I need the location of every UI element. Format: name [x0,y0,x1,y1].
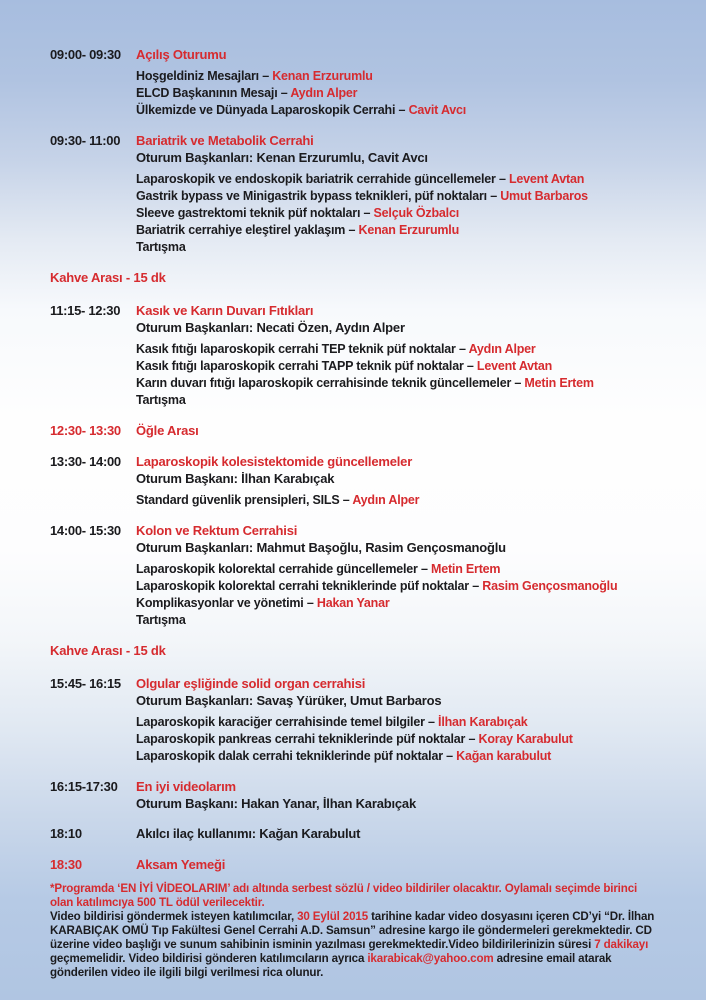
session-time: 09:30- 11:00 [50,133,121,148]
footer-text-segment: tarihine kadar video dosyasını içeren CD’yi “Dr. İlhan KARABIÇAK OMÜ Tıp Fakültesi Genel Cerrahi A.D. Samsun” adresine kargo ile göndermeleri gerekmektedir. CD üzerine video başlığı ve sunum sahibinin isminin yazılması gerekmektedir.Video bildirilerinizin süresi [50,910,655,951]
item-text: Laparoskopik ve endoskopik bariatrik cerrahide güncellemeler – [136,172,509,186]
item-speaker: Metin Ertem [431,562,501,576]
session-items [136,341,664,409]
item-text: Tartışma [136,393,186,407]
item-text: Kasık fıtığı laparoskopik cerrahi TEP teknik püf noktalar – [136,342,469,356]
session-title: Kolon ve Rektum Cerrahisi [136,523,298,538]
session-item [136,578,664,595]
session-time: 14:00- 15:30 [50,523,121,538]
item-speaker: Hakan Yanar [316,596,390,610]
item-text: ELCD Başkanının Mesajı – [136,86,291,100]
session-block [50,453,664,509]
session-item [136,731,664,748]
session-content [136,302,664,409]
session-item [136,492,664,509]
session-title: Bariatrik ve Metabolik Cerrahi [136,133,314,148]
item-speaker: Koray Karabulut [478,732,573,746]
item-speaker: Aydın Alper [290,86,358,100]
session-item [136,102,664,119]
row-label: Öğle Arası [136,423,199,438]
schedule-row [50,825,664,842]
item-text: Tartışma [136,613,186,627]
item-speaker: Kenan Erzurumlu [358,223,460,237]
item-text: Laparoskopik kolorektal cerrahide güncellemeler – [136,562,431,576]
session-content [136,522,664,629]
session-item [136,595,664,612]
session-item [136,612,664,629]
item-speaker: Levent Avtan [476,359,553,373]
session-item [136,392,664,409]
footer-text-segment: 7 dakikayı [594,938,649,951]
session-items [136,68,664,119]
footer-paragraph [50,882,662,910]
session-item [136,222,664,239]
session-item [136,341,664,358]
item-text: Sleeve gastrektomi teknik püf noktaları – [136,206,374,220]
footer-text-segment: adresine email atarak gönderilen video ile ilgili bilgi verilmesi rica olunur. [50,952,612,979]
item-text: Laparoskopik karaciğer cerrahisinde temel bilgiler – [136,715,439,729]
footer-text-segment: geçmemelidir. Video bildirisi gönderen katılımcıların ayrıca [50,952,368,965]
session-content [136,422,664,439]
footer-text-segment: Video bildirisi göndermek isteyen katılımcılar, [50,910,298,923]
session-content [136,856,664,873]
session-content [136,132,664,256]
session-item [136,85,664,102]
session-block [50,132,664,256]
item-speaker: Rasim Gençosmanoğlu [482,579,618,593]
session-items [136,561,664,629]
session-time: 18:30 [50,857,82,872]
session-content [136,46,664,119]
item-text: Karın duvarı fıtığı laparoskopik cerrahisinde teknik güncellemeler – [136,376,525,390]
session-content [136,675,664,765]
item-speaker: Aydın Alper [352,493,420,507]
item-text: Bariatrik cerrahiye eleştirel yaklaşım – [136,223,359,237]
session-block [50,522,664,629]
item-speaker: İlhan Karabıçak [438,715,528,729]
item-text: Hoşgeldiniz Mesajları – [136,69,273,83]
item-text: Standard güvenlik prensipleri, SILS – [136,493,353,507]
session-content [136,825,664,842]
footer-text-segment: 30 Eylül 2015 [297,910,368,923]
row-label: Aksam Yemeği [136,857,226,872]
session-time: 18:10 [50,826,82,841]
schedule [50,46,664,873]
item-text: Ülkemizde ve Dünyada Laparoskopik Cerrahi – [136,103,409,117]
session-item [136,358,664,375]
session-items [136,171,664,256]
session-item [136,239,664,256]
item-speaker: Kenan Erzurumlu [272,69,373,83]
session-time: 13:30- 14:00 [50,454,121,469]
coffee-break-label: Kahve Arası - 15 dk [50,643,166,658]
session-title: Kasık ve Karın Duvarı Fıtıkları [136,303,314,318]
session-chairs: Oturum Başkanı: Hakan Yanar, İlhan Karabıçak [136,796,416,811]
session-time: 11:15- 12:30 [50,303,121,318]
schedule-row [50,422,664,439]
footer-paragraph [50,910,662,980]
session-title: En iyi videolarım [136,779,236,794]
session-item [136,171,664,188]
session-chairs: Oturum Başkanları: Mahmut Başoğlu, Rasim Gençosmanoğlu [136,540,506,555]
session-block [50,778,664,812]
session-content [136,453,664,509]
item-speaker: Cavit Avcı [408,103,467,117]
session-time: 12:30- 13:30 [50,423,121,438]
session-items [136,714,664,765]
footer-notes [50,882,662,980]
session-time: 15:45- 16:15 [50,676,121,691]
footer-text-segment: *Programda ‘EN İYİ VİDEOLARIM’ adı altında serbest sözlü / video bildiriler olacaktır. Oylamalı seçimde birinci olan katılımcıya 500 TL ödül verilecektir. [50,882,638,909]
session-chairs: Oturum Başkanları: Kenan Erzurumlu, Cavit Avcı [136,150,428,165]
session-chairs: Oturum Başkanları: Necati Özen, Aydın Alper [136,320,405,335]
row-label: Akılcı ilaç kullanımı: Kağan Karabulut [136,826,361,841]
session-title: Açılış Oturumu [136,47,227,62]
session-item [136,561,664,578]
session-item [136,205,664,222]
session-title: Olgular eşliğinde solid organ cerrahisi [136,676,366,691]
coffee-break-label: Kahve Arası - 15 dk [50,270,166,285]
session-time: 16:15-17:30 [50,779,118,794]
session-item [136,188,664,205]
item-text: Kasık fıtığı laparoskopik cerrahi TAPP teknik püf noktalar – [136,359,477,373]
item-speaker: Levent Avtan [508,172,585,186]
session-chairs: Oturum Başkanları: Savaş Yürüker, Umut Barbaros [136,693,442,708]
session-item [136,68,664,85]
session-block [50,46,664,119]
session-content [136,778,664,812]
session-block [50,302,664,409]
item-text: Laparoskopik pankreas cerrahi tekniklerinde püf noktalar – [136,732,479,746]
item-speaker: Umut Barbaros [500,189,588,203]
item-speaker: Selçuk Özbalcı [373,206,459,220]
session-title: Laparoskopik kolesistektomide güncellemeler [136,454,413,469]
item-text: Komplikasyonlar ve yönetimi – [136,596,317,610]
session-item [136,375,664,392]
session-items [136,492,664,509]
schedule-row [50,856,664,873]
session-item [136,748,664,765]
item-text: Tartışma [136,240,186,254]
email-address: ikarabicak@yahoo.com [367,952,494,965]
session-time: 09:00- 09:30 [50,47,121,62]
session-item [136,714,664,731]
item-speaker: Aydın Alper [468,342,536,356]
item-text: Laparoskopik kolorektal cerrahi tekniklerinde püf noktalar – [136,579,483,593]
item-speaker: Metin Ertem [524,376,594,390]
item-text: Gastrik bypass ve Minigastrik bypass teknikleri, püf noktaları – [136,189,501,203]
session-block [50,675,664,765]
item-text: Laparoskopik dalak cerrahi tekniklerinde püf noktalar – [136,749,457,763]
item-speaker: Kağan karabulut [456,749,552,763]
session-chairs: Oturum Başkanı: İlhan Karabıçak [136,471,335,486]
